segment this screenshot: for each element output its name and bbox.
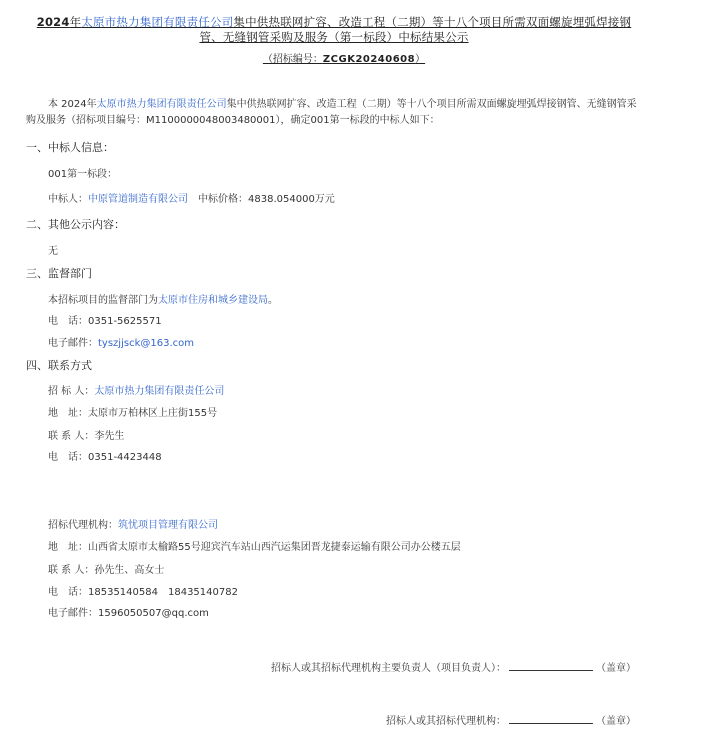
dept-suffix: 。 [268,295,278,306]
supervision-dept-row [48,291,278,306]
signature-principal-blank [509,662,593,671]
tenderer-phone-row [48,448,162,463]
tenderer-name: 太原市热力集团有限责任公司 [94,386,225,397]
seal-label-1: （盖章） [596,663,636,674]
tenderer-phone-label: 电 话： [48,452,88,463]
signature-organization-blank [509,715,593,724]
section-other-heading: 二、其他公示内容： [26,218,125,231]
tenderer-phone-value: 0351-4423448 [88,452,162,463]
agency-email-row [48,604,209,619]
agency-address-value: 山西省太原市太榆路55号迎宾汽车站山西汽运集团晋龙捷泰运输有限公司办公楼五层 [88,542,461,553]
section-contact-heading: 四、联系方式 [26,359,92,372]
title-rest-line2: 管、无缝钢管采购及服务（第一标段）中标结果公示 [199,30,469,44]
intro-company: 太原市热力集团有限责任公司 [96,99,227,110]
other-content: 无 [48,246,58,257]
agency-email-label: 电子邮件： [48,608,98,619]
title-year-suffix: 年 [69,15,82,29]
agency-contact-row [48,561,164,576]
agency-phone-label: 电 话： [48,587,88,598]
signature-line-principal [271,659,636,674]
signature-principal-label: 招标人或其招标代理机构主要负责人（项目负责人）： [271,663,506,674]
intro-part1: 本 2024年 [48,99,97,110]
address-value: 太原市万柏林区上庄街155号 [88,408,218,419]
agency-address-row [48,538,461,553]
tender-code-value: ZCGK20240608 [322,54,416,65]
email-link[interactable]: tyszjjsck@163.com [98,338,194,349]
agency-label: 招标代理机构： [48,520,118,531]
agency-contact-value: 孙先生、高女士 [94,565,165,576]
title-year: 2024 [36,15,70,29]
supervision-email-row [48,334,194,349]
tender-code-prefix: （招标编号： [262,54,323,65]
intro-paragraph [26,97,638,129]
dept-prefix: 本招标项目的监督部门为 [48,295,158,306]
agency-phone-value: 18535140584 18435140782 [88,587,238,598]
winner-row [48,190,335,205]
agency-email-value: 1596050507@qq.com [98,608,209,619]
winner-label: 中标人： [48,194,88,205]
supervision-phone-row [48,312,162,327]
signature-organization-label: 招标人或其招标代理机构： [386,716,506,727]
page-title [20,15,648,45]
tenderer-row [48,382,224,397]
price-value: 4838.054000万元 [248,194,335,205]
address-label: 地 址： [48,408,88,419]
winner-name: 中原管道制造有限公司 [88,194,188,205]
tender-code-suffix: ） [415,54,426,65]
agency-contact-label: 联 系 人： [48,565,95,576]
title-rest-line1: 集中供热联网扩容、改造工程（二期）等十八个项目所需双面螺旋埋弧焊接钢 [233,15,632,29]
section-supervision-heading: 三、监督部门 [26,267,92,280]
dept-name: 太原市住房和城乡建设局 [158,295,268,306]
contact-label: 联 系 人： [48,431,95,442]
tenderer-address-row [48,404,217,419]
seal-label-2: （盖章） [596,716,636,727]
price-label: 中标价格： [198,194,248,205]
email-label: 电子邮件： [48,338,98,349]
tenderer-label: 招 标 人： [48,386,95,397]
intro-part2: 集中供热联网扩容、改造工程（二期）等十八个项目所需双面螺旋埋弧焊接钢管、无缝钢管采购及服务（招标项目编号：M1100000048003480001），确定001第一标段的中标人如下： [26,99,637,126]
tender-code [20,50,668,65]
agency-address-label: 地 址： [48,542,88,553]
tenderer-contact-row [48,427,124,442]
agency-phone-row [48,583,238,598]
signature-line-organization [386,712,636,727]
phone-label: 电 话： [48,316,88,327]
lot-label: 001第一标段： [48,169,118,180]
agency-name: 筑忧项目管理有限公司 [118,520,218,531]
section-winner-heading: 一、中标人信息： [26,141,114,154]
phone-value: 0351-5625571 [88,316,162,327]
contact-value: 李先生 [94,431,125,442]
title-company: 太原市热力集团有限责任公司 [81,15,234,29]
agency-row [48,516,218,531]
